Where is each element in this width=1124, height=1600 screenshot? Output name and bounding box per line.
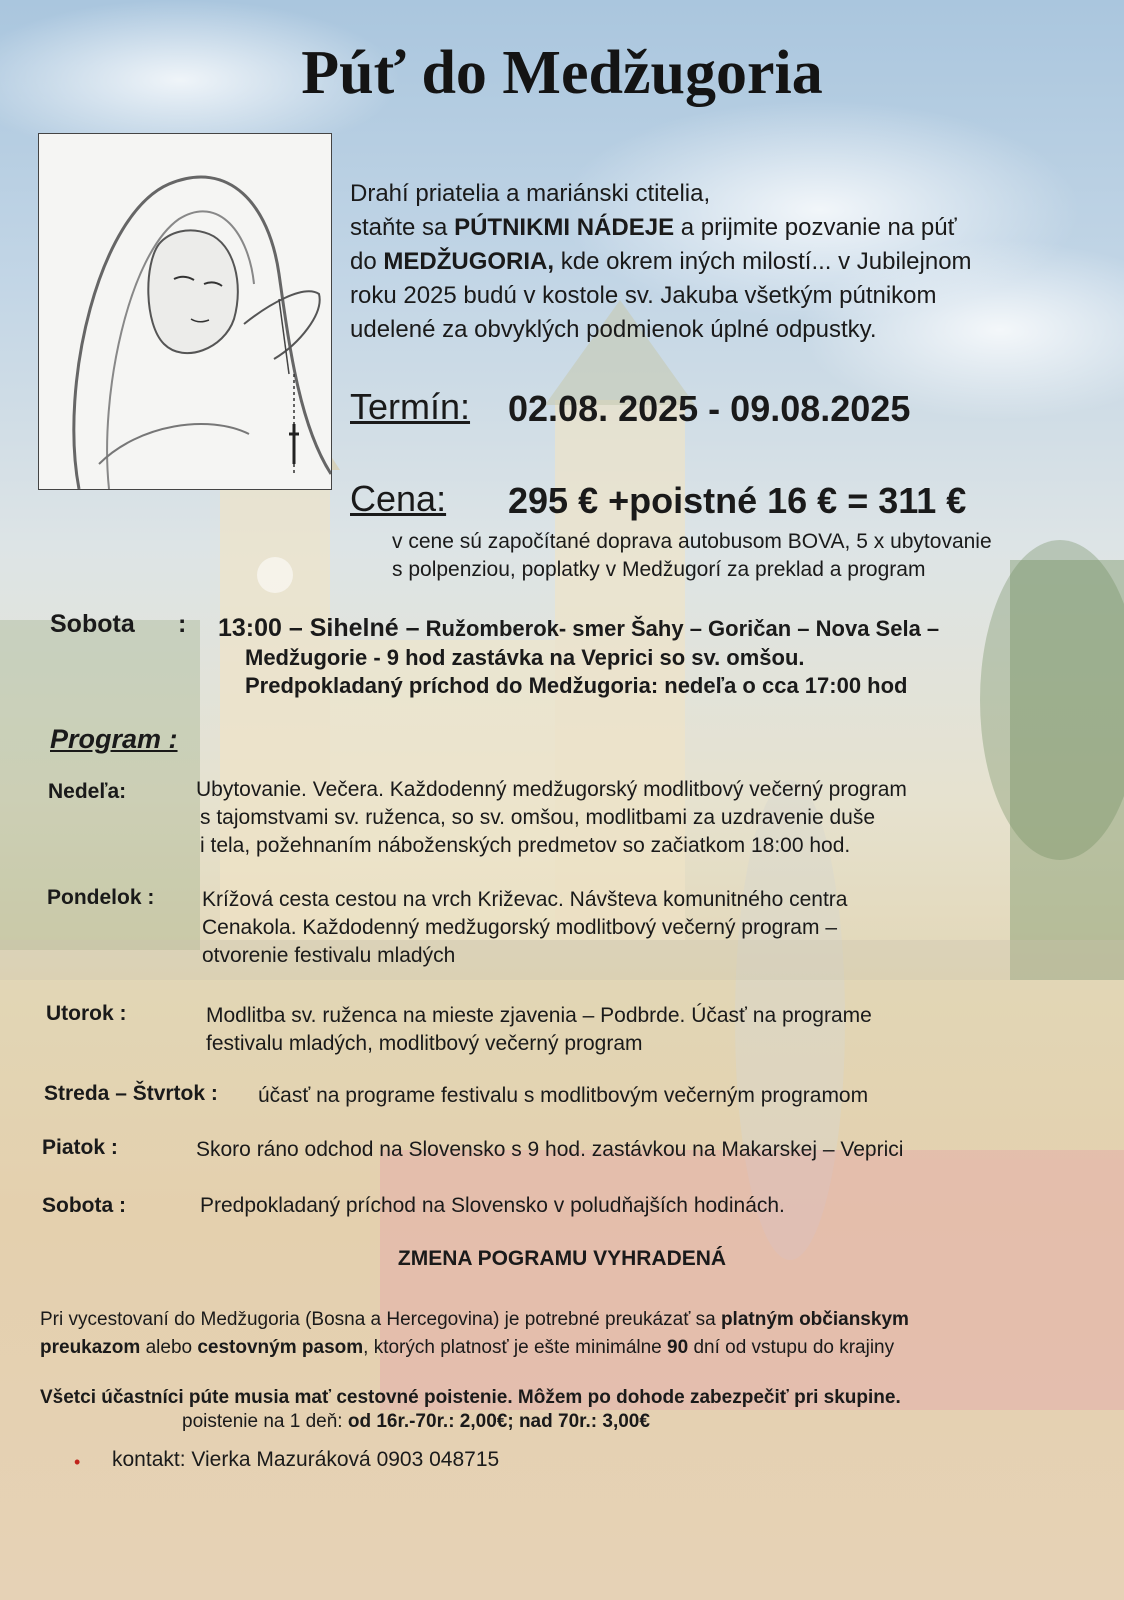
insurance-price: poistenie na 1 deň: od 16r.-70r.: 2,00€; nad 70r.: 3,00€ (182, 1411, 650, 1432)
program-day-text: Ubytovanie. Večera. Každodenný medžugorský modlitbový večerný program s tajomstvami sv. ruženca, so sv. omšou, modlitbami za uzdravenie duše i tela, požehnaním náboženských predmetov so začiatkom 18:00 hod. (196, 778, 907, 857)
program-day-text: Modlitba sv. ruženca na mieste zjavenia – Podbrde. Účasť na programe festivalu mladých, modlitbový večerný program (206, 1004, 872, 1055)
program-day-label: Pondelok : (47, 886, 155, 909)
price-note: v cene sú započítané doprava autobusom BOVA, 5 x ubytovanie s polpenziou, poplatky v Medžugorí za preklad a program (392, 530, 992, 581)
travel-route-line: 13:00 – Sihelné – Ružomberok- smer Šahy – Goričan – Nova Sela – (218, 614, 940, 642)
price-value: 295 € +poistné 16 € = 311 € (508, 480, 967, 521)
travel-day-label: Sobota (50, 610, 135, 638)
intro-line: Drahí priatelia a mariánski ctitelia, (350, 180, 711, 207)
program-day-label: Piatok : (42, 1136, 118, 1159)
intro-line: roku 2025 budú v kostole sv. Jakuba všetkým pútnikom (350, 282, 937, 309)
termin-dates: 02.08. 2025 - 09.08.2025 (508, 388, 911, 429)
program-change-notice: ZMENA POGRAMU VYHRADENÁ (397, 1247, 727, 1270)
intro-line: udelené za obvyklých podmienok úplné odpustky. (350, 316, 877, 343)
page-title: Púť do Medžugoria (301, 39, 823, 107)
program-day-text: Predpokladaný príchod na Slovensko v poludňajších hodinách. (200, 1194, 785, 1217)
program-day-label: Sobota : (42, 1194, 126, 1217)
insurance-notice: Všetci účastníci púte musia mať cestovné poistenie. Môžem po dohode zabezpečiť pri skupine. (40, 1387, 901, 1408)
travel-documents-notice: Pri vycestovaní do Medžugoria (Bosna a Hercegovina) je potrebné preukázať sa platným občianskym preukazom alebo cestovným pasom, ktorých platnosť je ešte minimálne 90 dní od vstupu do krajiny (40, 1309, 909, 1358)
program-day-label: Nedeľa: (48, 780, 127, 803)
madonna-sketch-image (38, 133, 332, 490)
intro-line: staňte sa PÚTNIKMI NÁDEJE a prijmite pozvanie na púť (350, 214, 957, 241)
contact-bullet: • (74, 1452, 81, 1472)
program-day-text: Skoro ráno odchod na Slovensko s 9 hod. zastávkou na Makarskej – Veprici (196, 1138, 904, 1161)
program-day-text: Krížová cesta cestou na vrch Križevac. Návšteva komunitného centra Cenakola. Každodenný medžugorský modlitbový večerný program – otvorenie festivalu mladých (202, 888, 848, 967)
program-day-text: účasť na programe festivalu s modlitbovým večerným programom (258, 1084, 869, 1107)
intro-line: do MEDŽUGORIA, kde okrem iných milostí... v Jubilejnom (350, 248, 972, 275)
program-day-label: Utorok : (46, 1002, 127, 1025)
termin-label: Termín: (350, 386, 471, 427)
price-label: Cena: (350, 478, 447, 519)
travel-route-line: Medžugorie - 9 hod zastávka na Veprici so sv. omšou. (245, 645, 805, 670)
travel-arrival-line: Predpokladaný príchod do Medžugoria: nedeľa o cca 17:00 hod (245, 673, 908, 698)
program-heading: Program : (50, 724, 178, 754)
intro-paragraph (350, 177, 972, 347)
contact-info: kontakt: Vierka Mazuráková 0903 048715 (112, 1448, 500, 1471)
travel-day-colon: : (178, 610, 187, 638)
program-day-label: Streda – Štvrtok : (44, 1082, 218, 1105)
